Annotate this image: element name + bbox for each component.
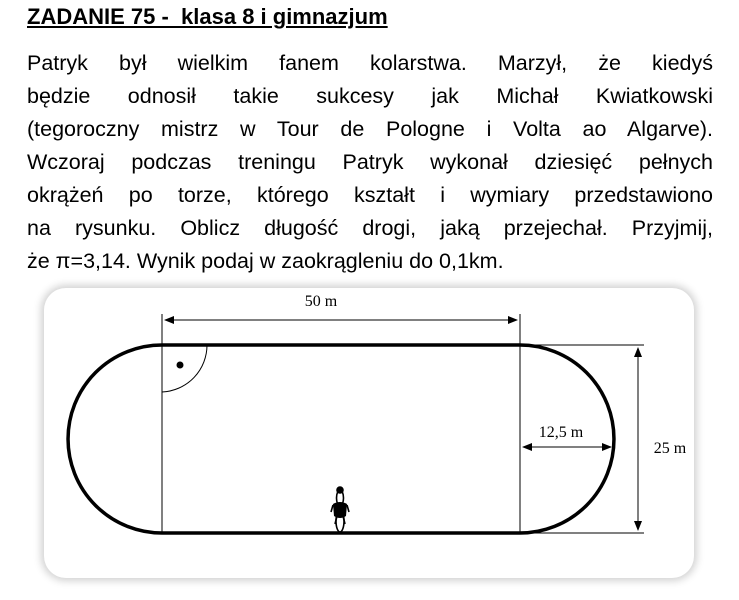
task-line-4: Wczoraj podczas treningu Patryk wykonał dziesięć pełnych bbox=[27, 150, 713, 174]
track-figure bbox=[44, 288, 694, 578]
length-label: 50 m bbox=[304, 293, 338, 310]
task-description bbox=[27, 47, 713, 278]
task-line-7: że π=3,14. Wynik podaj w zaokrągleniu do 0,1km. bbox=[27, 249, 504, 273]
task-line-6: na rysunku. Oblicz długość drogi, jaką przejechał. Przyjmij, bbox=[27, 216, 713, 240]
task-line-2: będzie odnosił takie sukcesy jak Michał Kwiatkowski bbox=[27, 84, 713, 108]
radius-label: 12,5 m bbox=[538, 424, 584, 441]
right-angle-marker-icon bbox=[162, 345, 207, 392]
track-diagram bbox=[44, 288, 694, 578]
task-line-5: okrążeń po torze, którego kształt i wymiary przedstawiono bbox=[27, 183, 713, 207]
task-title: ZADANIE 75 - klasa 8 i gimnazjum bbox=[27, 4, 388, 29]
task-line-1: Patryk był wielkim fanem kolarstwa. Marzył, że kiedyś bbox=[27, 51, 713, 75]
task-line-3: (tegoroczny mistrz w Tour de Pologne i Volta ao Algarve). bbox=[27, 117, 713, 141]
cyclist-icon bbox=[331, 486, 349, 532]
width-label: 25 m bbox=[653, 440, 687, 457]
